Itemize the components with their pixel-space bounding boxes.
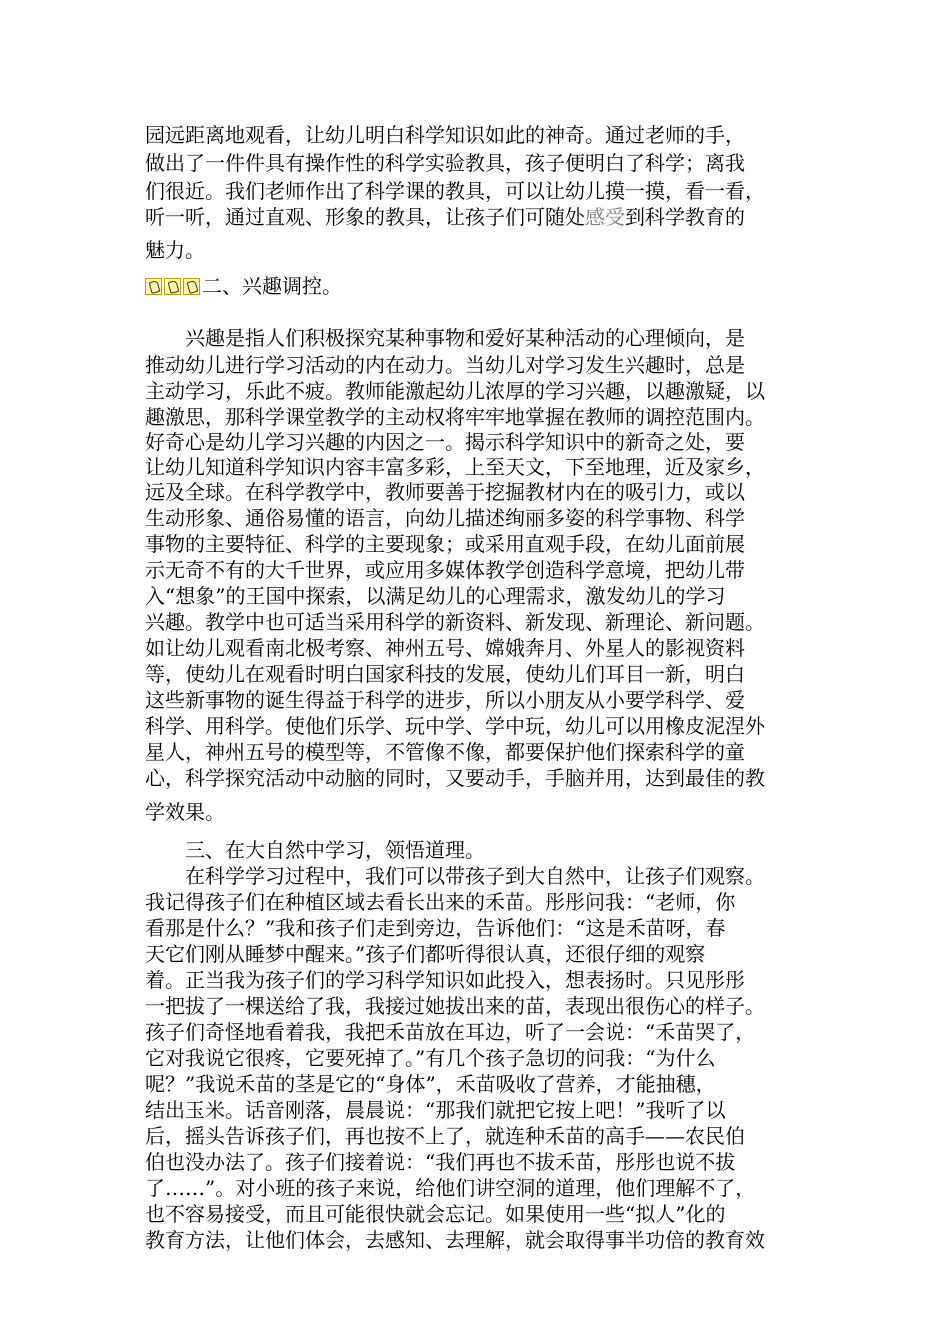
text-line: 伯也没办法了。孩子们接着说：“我们再也不拔禾苗，彤彤也说不拔 — [145, 1150, 736, 1174]
text-line: 学效果。 — [145, 800, 225, 824]
note-icon[interactable] — [164, 278, 181, 295]
text-line: 我记得孩子们在种植区域去看长出来的禾苗。彤彤问我：“老师，你 — [145, 890, 736, 914]
text-line: 后，摇头告诉孩子们，再也按不上了，就连种禾苗的高手——农民伯 — [145, 1124, 745, 1148]
text-line: 兴趣是指人们积极探究某种事物和爱好某种活动的心理倾向，是 — [185, 326, 745, 350]
text-line: 一把拔了一棵送给了我，我接过她拔出来的苗，表现出很伤心的样子。 — [145, 994, 765, 1018]
text-line: 等，使幼儿在观看时明白国家科技的发展，使幼儿们耳目一新，明白 — [145, 662, 745, 686]
text-line: 入“想象”的王国中探索，以满足幼儿的心理需求，激发幼儿的学习 — [145, 584, 726, 608]
section-heading-3: 三、在大自然中学习，领悟道理。 — [185, 838, 485, 862]
text-line: 魅力。 — [145, 238, 205, 262]
text-line: 这些新事物的诞生得益于科学的进步，所以小朋友从小要学科学、爱 — [145, 688, 745, 712]
text-line: 远及全球。在科学教学中，教师要善于挖掘教材内在的吸引力，或以 — [145, 480, 745, 504]
text-line: 主动学习，乐此不疲。教师能激起幼儿浓厚的学习兴趣，以趣激疑，以 — [145, 379, 765, 403]
note-icon[interactable] — [145, 278, 162, 295]
text-line: 心，科学探究活动中动脑的同时，又要动手，手脑并用，达到最佳的教 — [145, 766, 765, 790]
text-line: 事物的主要特征、科学的主要现象；或采用直观手段，在幼儿面前展 — [145, 532, 745, 556]
heading-text: 二、兴趣调控。 — [202, 274, 342, 298]
text-line: 生动形象、通俗易懂的语言，向幼儿描述绚丽多姿的科学事物、科学 — [145, 506, 745, 530]
text-line: 着。正当我为孩子们的学习科学知识如此投入，想表扬时。只见彤彤 — [145, 968, 745, 992]
text-line: 在科学学习过程中，我们可以带孩子到大自然中，让孩子们观察。 — [185, 864, 765, 888]
highlighted-term: 感受 — [585, 205, 625, 229]
text-line: 星人，神州五号的模型等，不管像不像，都要保护他们探索科学的童 — [145, 740, 745, 764]
text-line: 天它们刚从睡梦中醒来。”孩子们都听得很认真，还很仔细的观察 — [145, 942, 706, 966]
text-line: 看那是什么？”我和孩子们走到旁边，告诉他们：“这是禾苗呀，春 — [145, 916, 726, 940]
text-line: 示无奇不有的大千世界，或应用多媒体教学创造科学意境，把幼儿带 — [145, 558, 745, 582]
text-line: 做出了一件件具有操作性的科学实验教具，孩子便明白了科学；离我 — [145, 151, 745, 175]
text-line: 结出玉米。话音刚落，晨晨说：“那我们就把它按上吧！”我听了以 — [145, 1098, 726, 1122]
text-line: 它对我说它很疼，它要死掉了。”有几个孩子急切的问我：“为什么 — [145, 1046, 716, 1070]
text-line: 趣激思，那科学课堂教学的主动权将牢牢地掌握在教师的调控范围内。 — [145, 405, 765, 429]
text-run: 到科学教育的 — [625, 205, 745, 229]
text-line: 科学、用科学。使他们乐学、玩中学、学中玩，幼儿可以用橡皮泥涅外 — [145, 714, 765, 738]
text-line — [145, 203, 745, 231]
text-line: 让幼儿知道科学知识内容丰富多彩，上至天文，下至地理，近及家乡， — [145, 455, 765, 479]
text-line: 好奇心是幼儿学习兴趣的内因之一。揭示科学知识中的新奇之处，要 — [145, 430, 745, 454]
text-line: 如让幼儿观看南北极考察、神州五号、嫦娥奔月、外星人的影视资料 — [145, 636, 745, 660]
text-line: 孩子们奇怪地看着我，我把禾苗放在耳边，听了一会说：“禾苗哭了， — [145, 1020, 756, 1044]
text-line: 呢？”我说禾苗的茎是它的“身体”，禾苗吸收了营养，才能抽穗， — [145, 1072, 716, 1096]
text-line: 兴趣。教学中也可适当采用科学的新资料、新发现、新理论、新问题。 — [145, 610, 765, 634]
text-line: 也不容易接受，而且可能很快就会忘记。如果使用一些“拟人”化的 — [145, 1202, 726, 1226]
text-line: 推动幼儿进行学习活动的内在动力。当幼儿对学习发生兴趣时，总是 — [145, 353, 745, 377]
section-heading-2 — [145, 272, 342, 300]
text-line: 园远距离地观看，让幼儿明白科学知识如此的神奇。通过老师的手， — [145, 123, 745, 147]
text-line: 们很近。我们老师作出了科学课的教具，可以让幼儿摸一摸，看一看， — [145, 179, 765, 203]
text-run: 听一听，通过直观、形象的教具，让孩子们可随处 — [145, 205, 585, 229]
text-line: 了……”。对小班的孩子来说，给他们讲空洞的道理，他们理解不了， — [145, 1176, 756, 1200]
text-line: 教育方法，让他们体会，去感知、去理解，就会取得事半功倍的教育效 — [145, 1228, 765, 1252]
note-icon[interactable] — [183, 278, 200, 295]
